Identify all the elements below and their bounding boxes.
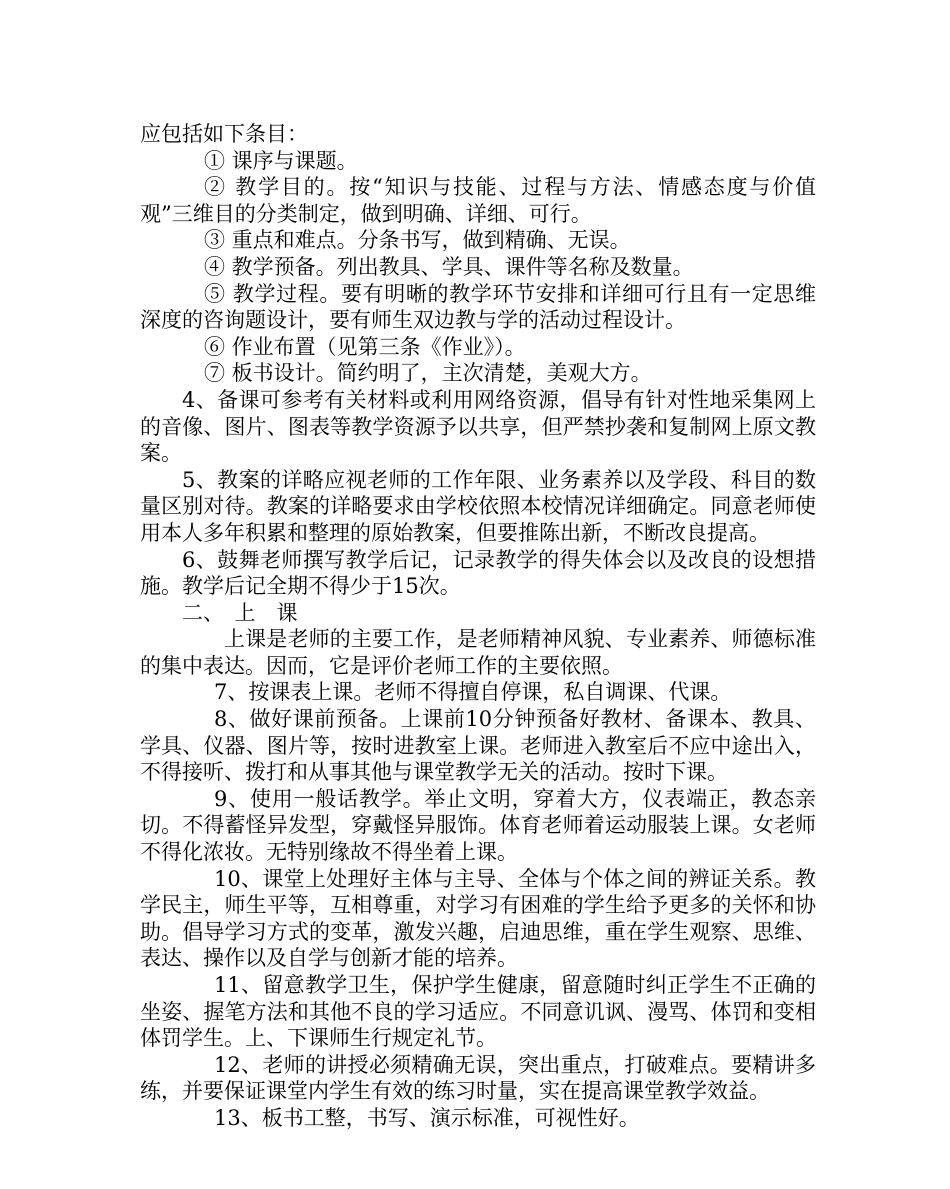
numbered-paragraph: 6、鼓舞老师撰写教学后记，记录教学的得失体会以及改良的设想措施。教学后记全期不得少于15次。 bbox=[140, 547, 816, 599]
numbered-paragraph: 7、按课表上课。老师不得擅自停课，私自调课、代课。 bbox=[214, 680, 732, 705]
document-body bbox=[140, 121, 816, 1132]
numbered-paragraph: 12、老师的讲授必须精确无误，突出重点，打破难点。要精讲多练，并要保证课堂内学生有效的练习时量，实在提高课堂教学效益。 bbox=[140, 1052, 816, 1104]
list-item: ⑦ 板书设计。简约明了，主次清楚，美观大方。 bbox=[204, 361, 652, 386]
list-item: ⑥ 作业布置（见第三条《作业》）。 bbox=[204, 334, 526, 359]
list-item: ④ 教学预备。列出教具、学具、课件等名称及数量。 bbox=[204, 254, 694, 279]
numbered-paragraph: 4、备课可参考有关材料或利用网络资源，倡导有针对性地采集网上的音像、图片、图表等教学资源予以共享，但严禁抄袭和复制网上原文教案。 bbox=[140, 387, 816, 466]
numbered-paragraph: 11、留意教学卫生，保护学生健康，留意随时纠正学生不正确的坐姿、握笔方法和其他不良的学习适应。不同意讥讽、漫骂、体罚和变相体罚学生。上、下课师生行规定礼节。 bbox=[140, 973, 816, 1051]
numbered-paragraph: 10、课堂上处理好主体与主导、全体与个体之间的辨证关系。教学民主，师生平等，互相尊重，对学习有困难的学生给予更多的关怀和协助。倡导学习方式的变革，激发兴趣，启迪思维，重在学生观察、思维、表达、操作以及自学与创新才能的培养。 bbox=[140, 866, 816, 971]
numbered-paragraph: 9、使用一般话教学。举止文明，穿着大方，仪表端正，教态亲切。不得蓄怪异发型，穿戴怪异服饰。体育老师着运动服装上课。女老师不得化浓妆。无特别缘故不得坐着上课。 bbox=[140, 786, 816, 865]
numbered-paragraph: 8、做好课前预备。上课前10分钟预备好教材、备课本、教具、学具、仪器、图片等，按时进教室上课。老师进入教室后不应中途出入，不得接听、拨打和从事其他与课堂教学无关的活动。按时下课。 bbox=[140, 707, 816, 785]
list-item: ③ 重点和难点。分条书写，做到精确、无误。 bbox=[204, 228, 631, 253]
list-item: ⑤ 教学过程。要有明晰的教学环节安排和详细可行且有一定思维深度的咨询题设计，要有师生双边教与学的活动过程设计。 bbox=[140, 281, 816, 333]
numbered-paragraph: 5、教案的详略应视老师的工作年限、业务素养以及学段、科目的数量区别对待。教案的详略要求由学校依照本校情况详细确定。同意老师使用本人多年积累和整理的原始教案，但要推陈出新，不断改良提高。 bbox=[140, 467, 816, 545]
section-heading: 二、 上 课 bbox=[182, 600, 298, 625]
paragraph-intro: 应包括如下条目： bbox=[140, 122, 308, 146]
section-intro: 上课是老师的主要工作，是老师精神风貌、专业素养、师德标准的集中表达。因而，它是评价老师工作的主要依照。 bbox=[140, 627, 816, 678]
list-item: ① 课序与课题。 bbox=[204, 148, 358, 173]
numbered-paragraph: 13、板书工整，书写、演示标准，可视性好。 bbox=[214, 1105, 640, 1130]
list-item: ② 教学目的。按“知识与技能、过程与方法、情感态度与价值观”三维目的分类制定，做到明确、详细、可行。 bbox=[140, 175, 816, 226]
